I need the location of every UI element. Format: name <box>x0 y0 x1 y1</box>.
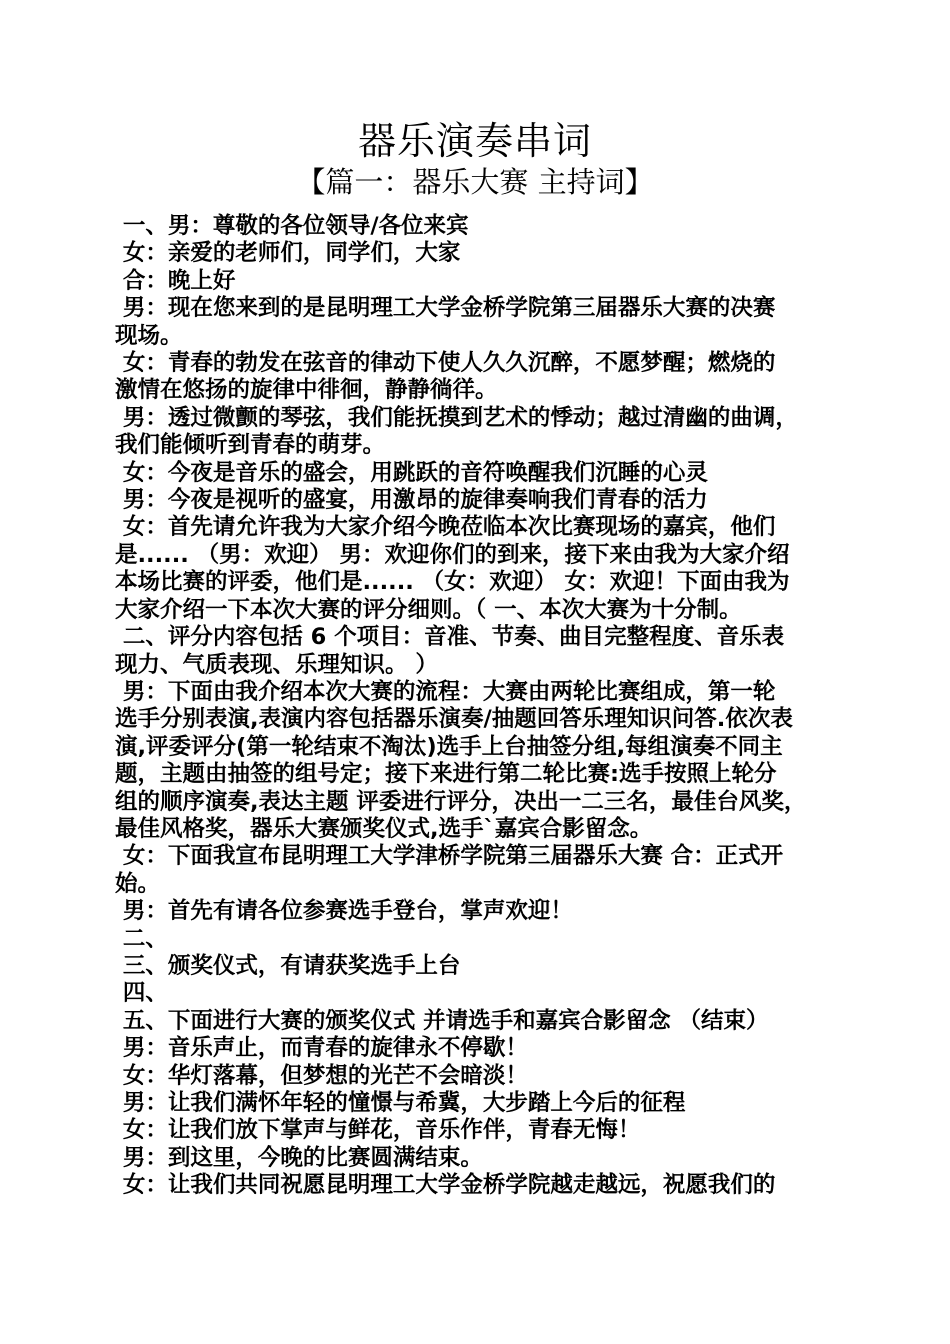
text-line: 我们能倾听到青春的萌芽。 <box>115 432 386 459</box>
text-line: 男：现在您来到的是昆明理工大学金桥学院第三届器乐大赛的决赛 <box>115 295 776 322</box>
text-line: 现场。 <box>115 322 183 349</box>
text-line: 题，主题由抽签的组号定；接下来进行第二轮比赛:选手按照上轮分 <box>115 761 777 788</box>
text-line: 男：下面由我介绍本次大赛的流程：大赛由两轮比赛组成，第一轮 <box>115 678 776 705</box>
text-line: 组的顺序演奏,表达主题 评委进行评分，决出一二三名，最佳台风奖， <box>115 788 807 815</box>
text-line: 演,评委评分(第一轮结束不淘汰)选手上台抽签分组,每组演奏不同主 <box>115 733 783 760</box>
text-line: 男：今夜是视听的盛宴，用激昂的旋律奏响我们青春的活力 <box>115 487 708 514</box>
document-title: 器乐演奏串词 <box>357 119 592 163</box>
text-line: 女：青春的勃发在弦音的律动下使人久久沉醉，不愿梦醒；燃烧的 <box>115 350 776 377</box>
text-line: 大家介绍一下本次大赛的评分细则。（ 一、本次大赛为十分制。 <box>115 596 742 623</box>
text-line: 四、 <box>115 980 168 1007</box>
text-line: 男：到这里，今晚的比赛圆满结束。 <box>115 1144 483 1171</box>
text-line: 二、评分内容包括 6 个项目：音准、节奏、曲目完整程度、音乐表 <box>115 624 785 651</box>
text-line: 男：透过微颤的琴弦，我们能抚摸到艺术的悸动；越过清幽的曲调， <box>115 404 798 431</box>
text-line: 选手分别表演,表演内容包括器乐演奏/抽题回答乐理知识问答.依次表 <box>115 706 793 733</box>
text-line: 二、 <box>115 925 168 952</box>
text-line: 男：首先有请各位参赛选手登台，掌声欢迎！ <box>115 898 573 925</box>
text-line: 女：首先请允许我为大家介绍今晚莅临本次比赛现场的嘉宾，他们 <box>115 514 776 541</box>
text-line: 女：下面我宣布昆明理工大学津桥学院第三届器乐大赛 合：正式开 <box>115 843 784 870</box>
document-body <box>115 213 830 1200</box>
text-line: 激情在悠扬的旋律中徘徊，静静徜徉。 <box>115 377 498 404</box>
text-line: 合：晚上好 <box>115 267 236 294</box>
text-line: 五、下面进行大赛的颁奖仪式 并请选手和嘉宾合影留念 （结束） <box>115 1007 769 1034</box>
text-line: 一、男：尊敬的各位领导/各位来宾 <box>115 213 469 239</box>
text-line: 是...... （男：欢迎） 男：欢迎你们的到来，接下来由我为大家介绍 <box>115 541 790 568</box>
text-line: 男：音乐声止，而青春的旋律永不停歇！ <box>115 1035 528 1062</box>
text-line: 女：让我们共同祝愿昆明理工大学金桥学院越走越远，祝愿我们的 <box>115 1172 776 1199</box>
text-line: 三、颁奖仪式，有请获奖选手上台 <box>115 952 461 979</box>
text-line: 本场比赛的评委，他们是...... （女：欢迎） 女：欢迎！下面由我为 <box>115 569 790 596</box>
text-line: 女：今夜是音乐的盛会，用跳跃的音符唤醒我们沉睡的心灵 <box>115 459 708 486</box>
text-line: 女：让我们放下掌声与鲜花，音乐作伴，青春无悔！ <box>115 1117 641 1144</box>
text-line: 最佳风格奖，器乐大赛颁奖仪式,选手`嘉宾合影留念。 <box>115 815 653 842</box>
text-line: 男：让我们满怀年轻的憧憬与希冀，大步踏上今后的征程 <box>115 1090 686 1116</box>
document-subtitle: 【篇一：器乐大赛 主持词】 <box>296 165 654 199</box>
text-line: 女：亲爱的老师们，同学们，大家 <box>115 240 461 267</box>
text-line: 现力、气质表现、乐理知识。 ） <box>115 651 438 678</box>
text-line: 女：华灯落幕，但梦想的光芒不会暗淡！ <box>115 1062 528 1089</box>
text-line: 始。 <box>115 870 161 897</box>
